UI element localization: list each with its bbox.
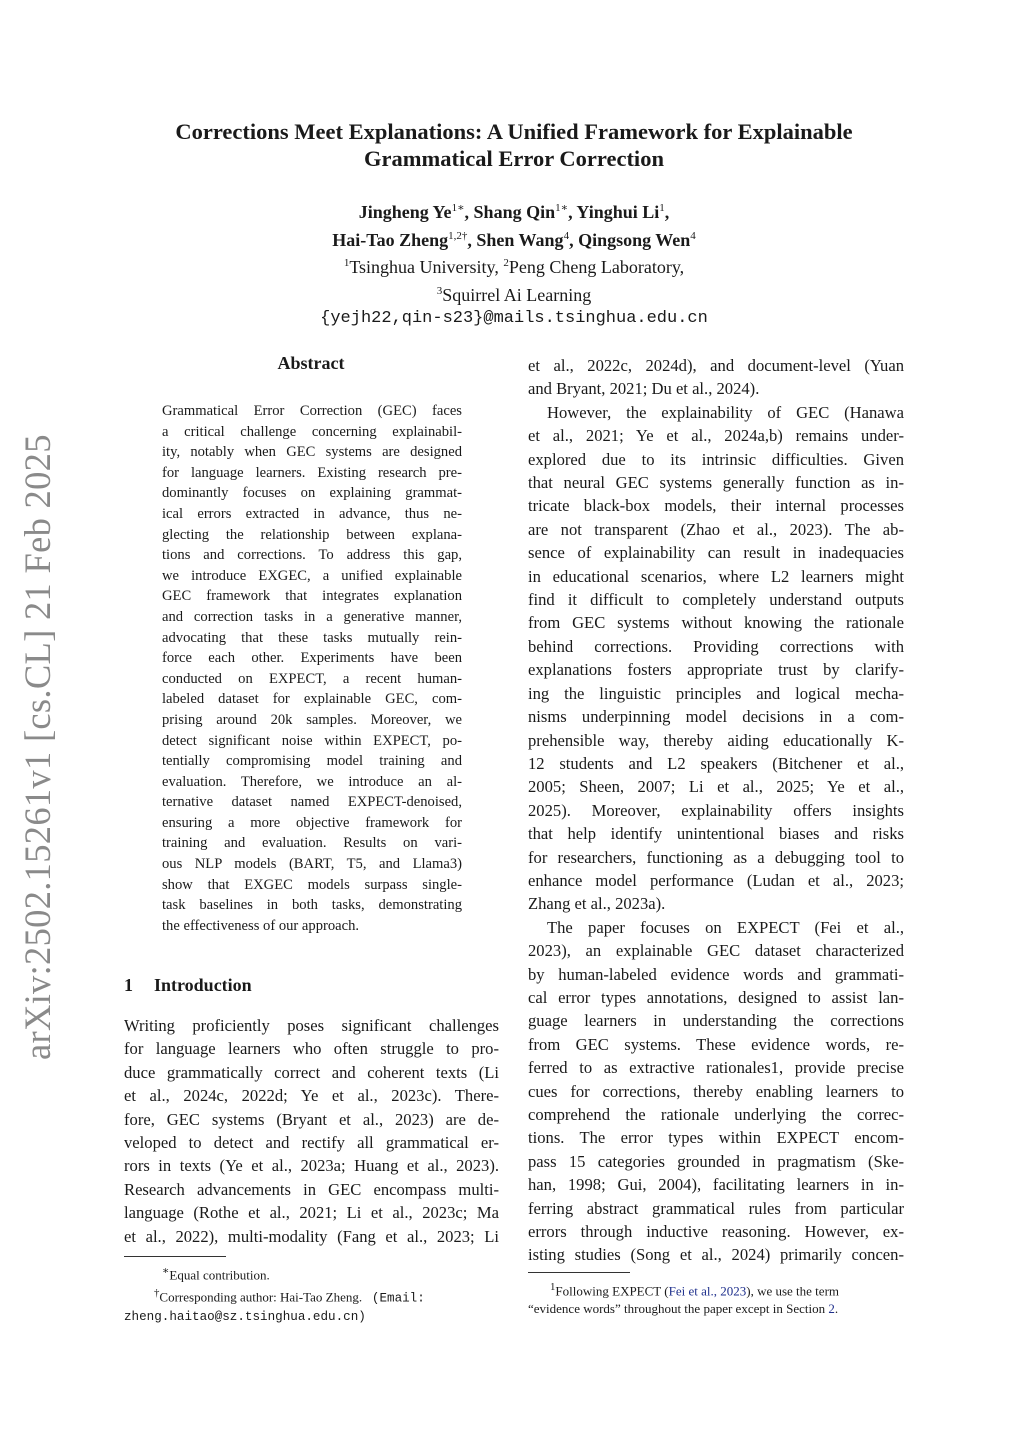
body-line: cal error types annotations, designed to assist lan-	[528, 987, 904, 1007]
abstract-line: the effectiveness of our approach.	[162, 917, 360, 934]
body-line: explanations fosters appropriate trust by clarify-	[528, 660, 904, 680]
body-line: pass 15 categories grounded in pragmatism (Ske-	[528, 1151, 904, 1171]
footnote-mark: ∗	[162, 1265, 170, 1277]
author-name: , Yinghui Li	[568, 202, 660, 222]
body-line: by human-labeled evidence words and grammati-	[528, 964, 904, 984]
author-email: {yejh22,qin-s23}@mails.tsinghua.edu.cn	[320, 309, 708, 328]
abstract-line: ensuring a more objective framework for	[162, 814, 462, 831]
abstract-heading: Abstract	[277, 353, 345, 373]
author-name: , Shang Qin	[464, 202, 556, 222]
title-line-1: Corrections Meet Explanations: A Unified Framework for Explainable	[175, 119, 853, 144]
title-line-2: Grammatical Error Correction	[364, 146, 664, 171]
body-line: comprehend the rationale underlying the correc-	[528, 1105, 904, 1124]
footnote-mark: 1	[550, 1281, 556, 1293]
footnote-text: ), we use the term	[746, 1283, 840, 1299]
body-line: isting studies (Song et al., 2024) primarily concen-	[528, 1245, 904, 1265]
footnote-rule	[124, 1256, 226, 1257]
body-line: ferred to as extractive rationales1, provide precise	[528, 1058, 904, 1078]
abstract-line: and correction tasks in a generative manner,	[162, 608, 462, 625]
section-title: Introduction	[154, 975, 252, 995]
aff-sup: 1	[343, 257, 350, 269]
body-line: are not transparent (Zhao et al., 2023). The ab-	[528, 519, 904, 539]
body-line: et al., 2022c, 2024d), and document-level (Yuan	[528, 356, 904, 375]
body-line: enhance model performance (Ludan et al., 2023;	[528, 870, 904, 890]
arxiv-stamp: arXiv:2502.15261v1 [cs.CL] 21 Feb 2025	[17, 434, 58, 1060]
abstract-line: glecting the relationship between explana-	[162, 526, 462, 543]
citation-link[interactable]: Fei et al., 2023	[668, 1283, 747, 1299]
body-line: guage learners in understanding the corrections	[528, 1011, 904, 1031]
abstract-line: evaluation. Therefore, we introduce an al-	[162, 773, 462, 790]
author-name: , Qingsong Wen	[569, 229, 691, 250]
body-line: fore, GEC systems (Bryant et al., 2023) are de-	[124, 1109, 499, 1129]
body-line: et al., 2022), multi-modality (Fang et al., 2023; Li	[124, 1226, 499, 1246]
body-line: 2025). Moreover, explainability offers insights	[528, 800, 904, 820]
author-sup: 1	[659, 202, 665, 214]
body-line: language (Rothe et al., 2021; Li et al., 2023c; Ma	[124, 1203, 499, 1223]
footnote-evidence-words	[528, 1278, 908, 1300]
abstract-line: detect significant noise within EXPECT, po-	[162, 732, 462, 749]
body-line: 12 students and L2 speakers (Bitchener et al.,	[528, 753, 904, 773]
abstract-line: ternative dataset named EXPECT-denoised,	[162, 794, 462, 811]
abstract-body	[162, 401, 462, 936]
aff-sup: 2	[503, 257, 509, 269]
body-line: cues for corrections, thereby enabling learners to	[528, 1081, 904, 1101]
section-number: 1	[124, 975, 133, 995]
body-line: tricate black-box models, their internal processes	[528, 496, 904, 516]
body-line: nisms underpinning model decisions in a com-	[528, 707, 904, 727]
left-column-text	[124, 1014, 499, 1248]
left-footnotes	[124, 1256, 499, 1326]
body-line: 2023), an explainable GEC dataset characterized	[528, 941, 904, 961]
section-heading-introduction	[124, 975, 252, 996]
body-line: rors in texts (Ye et al., 2023a; Huang et al., 2023).	[124, 1156, 499, 1176]
affiliation: Peng Cheng Laboratory,	[508, 257, 685, 277]
body-line: 2005; Sheen, 2007; Li et al., 2025; Ye et al.,	[528, 777, 904, 797]
affiliation-line-2	[100, 280, 928, 308]
body-line: The paper focuses on EXPECT (Fei et al.,	[547, 917, 904, 937]
abstract-line: training and evaluation. Results on vari-	[162, 835, 462, 852]
abstract-line: prising around 20k samples. Moreover, we	[162, 711, 462, 728]
author-sup: 1,2†	[448, 229, 468, 242]
right-column-text	[528, 354, 904, 1267]
abstract-line: GEC framework that integrates explanation	[162, 588, 462, 605]
abstract-line: show that EXGEC models surpass single-	[162, 876, 462, 893]
author-name: , Shen Wang	[467, 229, 564, 250]
section-ref-link[interactable]: 2	[828, 1301, 835, 1317]
author-line-2	[100, 225, 928, 253]
body-line: explored due to its intrinsic difficulties. Given	[528, 449, 904, 469]
body-line: errors through inductive reasoning. However, ex-	[528, 1222, 904, 1242]
abstract-line: dominantly focuses on explaining grammat-	[162, 485, 462, 502]
author-name: Jingheng Ye	[358, 202, 452, 222]
body-line: et al., 2024c, 2022d; Ye et al., 2023c). There-	[124, 1086, 499, 1106]
abstract-line: a critical challenge concerning explainabil-	[162, 423, 462, 440]
affiliation-line-1	[100, 252, 928, 280]
body-line: in educational scenarios, where L2 learners might	[528, 566, 904, 586]
footnote-evidence-words-cont	[528, 1300, 908, 1318]
footnote-email-label: (Email:	[371, 1291, 425, 1306]
abstract-line: for language learners. Existing research pre-	[162, 464, 462, 481]
footnote-text: .	[834, 1301, 839, 1317]
aff-sup: 3	[436, 284, 443, 297]
author-sup: 1∗	[451, 202, 465, 214]
body-line: for language learners who often struggle to pro-	[124, 1039, 499, 1059]
paper-title	[100, 118, 928, 172]
body-line: sence of explainability can result in inadequacies	[528, 543, 904, 563]
abstract-line: tentially compromising model training and	[162, 753, 462, 770]
abstract-line: labeled dataset for explainable GEC, com-	[162, 691, 462, 708]
right-footnotes	[528, 1272, 908, 1318]
author-sup: 1∗	[555, 202, 569, 214]
body-line: et al., 2021; Ye et al., 2024a,b) remains under-	[528, 426, 904, 446]
footnote-text: Following EXPECT (	[555, 1283, 669, 1299]
affiliation: Tsinghua University,	[349, 257, 504, 277]
body-line: find it difficult to completely understand outputs	[528, 590, 904, 610]
body-line: from GEC systems without knowing the rationale	[528, 613, 904, 633]
footnote-equal	[124, 1262, 499, 1284]
body-line: behind corrections. Providing corrections with	[528, 636, 904, 656]
abstract-line: task baselines in both tasks, demonstrating	[162, 897, 462, 914]
body-line: and Bryant, 2021; Du et al., 2024).	[528, 379, 760, 399]
body-line: prehensible way, thereby aiding educationally K-	[528, 730, 904, 750]
footnote-text: “evidence words” throughout the paper except in Section	[528, 1301, 829, 1317]
body-line: However, the explainability of GEC (Hanawa	[547, 402, 904, 422]
footnote-email: zheng.haitao@sz.tsinghua.edu.cn)	[124, 1309, 366, 1324]
body-line: Zhang et al., 2023a).	[528, 894, 666, 914]
footnote-text: Equal contribution.	[169, 1267, 270, 1283]
author-sep: ,	[664, 202, 670, 222]
abstract-line: conducted on EXPECT, a recent human-	[162, 670, 462, 687]
abstract-line: force each other. Experiments have been	[162, 650, 462, 667]
author-block	[100, 197, 928, 331]
abstract-line: advocating that these tasks mutually rein-	[162, 629, 462, 646]
body-line: from GEC systems. These evidence words, re-	[528, 1034, 904, 1054]
abstract-line: we introduce EXGEC, a unified explainable	[162, 567, 462, 584]
footnote-rule	[528, 1272, 630, 1273]
abstract-line: tions and corrections. To address this gap,	[162, 547, 462, 564]
abstract-line: ity, notably when GEC systems are designed	[162, 444, 462, 461]
body-line: that neural GEC systems generally function as in-	[528, 473, 904, 493]
affiliation: Squirrel Ai Learning	[442, 284, 592, 305]
body-line: han, 1998; Gui, 2004), facilitating learners in in-	[528, 1175, 904, 1195]
body-line: for researchers, functioning as a debugging tool to	[528, 847, 904, 867]
body-line: that help identify unintentional biases and risks	[528, 824, 904, 844]
body-line: Writing proficiently poses significant challenges	[124, 1016, 499, 1035]
body-line: veloped to detect and rectify all grammatical er-	[124, 1133, 499, 1153]
abstract-line: Grammatical Error Correction (GEC) faces	[162, 403, 462, 419]
author-sup: 4	[690, 229, 696, 242]
author-name: Hai-Tao Zheng	[332, 229, 449, 250]
body-line: duce grammatically correct and coherent texts (Li	[124, 1062, 499, 1082]
footnote-mark: †	[154, 1287, 160, 1300]
abstract-line: ous NLP models (BART, T5, and Llama3)	[162, 856, 462, 873]
body-line: Research advancements in GEC encompass multi-	[124, 1179, 499, 1199]
author-line-1	[100, 197, 928, 225]
body-line: tions. The error types within EXPECT encom-	[528, 1128, 904, 1148]
body-line: ing the linguistic principles and logical mecha-	[528, 683, 904, 703]
footnote-text: Corresponding author: Hai-Tao Zheng.	[159, 1289, 366, 1305]
footnote-corresponding	[124, 1284, 499, 1307]
abstract-line: ical errors extracted in advance, thus ne-	[162, 505, 462, 522]
body-line: ferring abstract grammatical rules from particular	[528, 1198, 904, 1218]
author-sup: 4	[563, 229, 570, 242]
